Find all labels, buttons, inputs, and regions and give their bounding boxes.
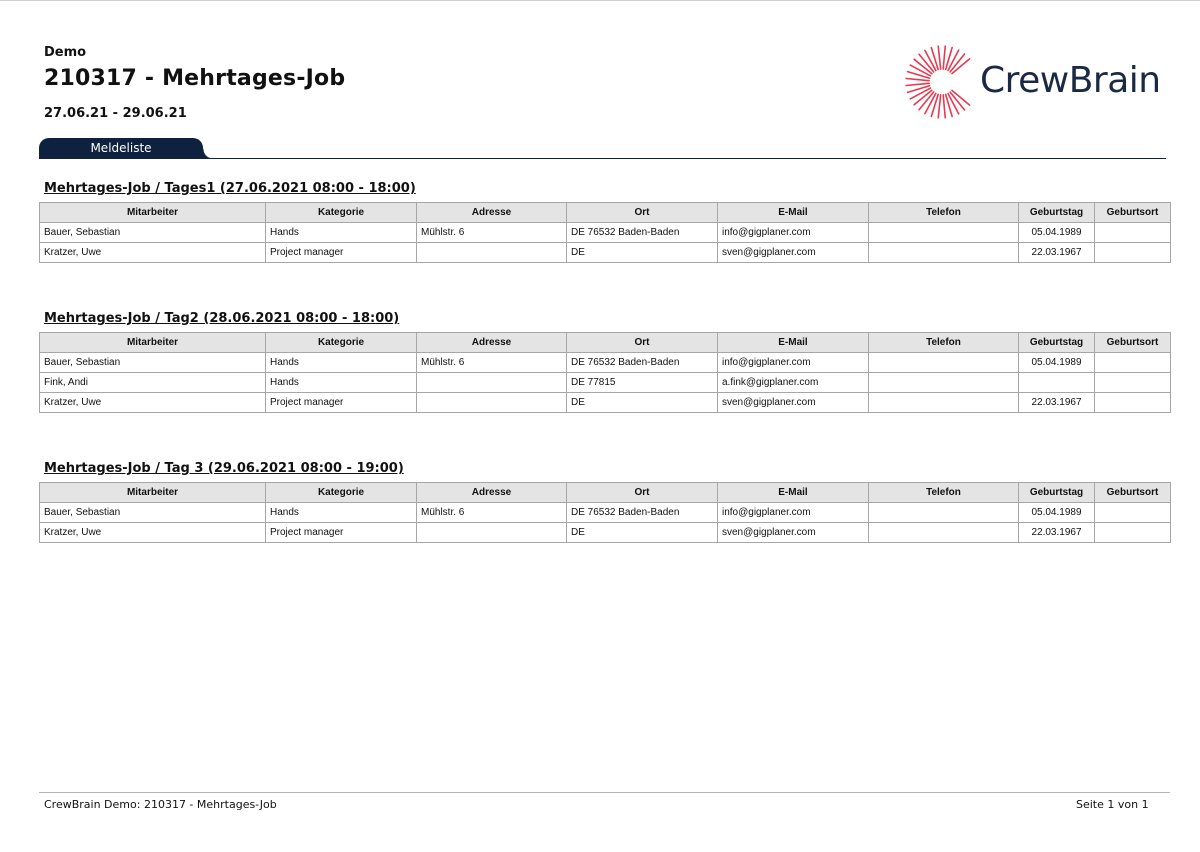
logo-ray <box>931 94 938 116</box>
date-range: 27.06.21 - 29.06.21 <box>44 106 187 121</box>
cell-birthplace <box>1095 353 1171 373</box>
table-header-row <box>40 333 1171 353</box>
cell-name: Kratzer, Uwe <box>40 523 266 543</box>
cell-name: Kratzer, Uwe <box>40 393 266 413</box>
staff-table <box>39 202 1171 263</box>
cell-email: sven@gigplaner.com <box>718 523 869 543</box>
logo-ray <box>943 46 945 69</box>
col-header: Adresse <box>417 333 567 353</box>
cell-category: Hands <box>266 353 417 373</box>
col-header: E-Mail <box>718 333 869 353</box>
table-row <box>40 223 1171 243</box>
cell-city: DE <box>567 523 718 543</box>
logo-ray <box>946 94 952 116</box>
logo-ray <box>943 95 945 118</box>
cell-name: Bauer, Sebastian <box>40 503 266 523</box>
cell-email: info@gigplaner.com <box>718 223 869 243</box>
cell-email: info@gigplaner.com <box>718 353 869 373</box>
page-title: 210317 - Mehrtages-Job <box>44 66 346 91</box>
cell-email: info@gigplaner.com <box>718 503 869 523</box>
cell-phone <box>869 393 1019 413</box>
logo-ray <box>906 83 929 85</box>
cell-birthplace <box>1095 393 1171 413</box>
cell-address: Mühlstr. 6 <box>417 503 567 523</box>
tab-bar <box>39 138 1166 160</box>
logo-ray <box>908 86 930 93</box>
table-row <box>40 523 1171 543</box>
cell-birthday: 22.03.1967 <box>1019 393 1095 413</box>
col-header: Geburtstag <box>1019 333 1095 353</box>
section-title: Mehrtages-Job / Tag 3 (29.06.2021 08:00 - 19:00) <box>44 461 404 476</box>
logo-ray <box>938 46 940 69</box>
footer-document-name: CrewBrain Demo: 210317 - Mehrtages-Job <box>44 798 277 811</box>
table-row <box>40 503 1171 523</box>
staff-table <box>39 332 1171 413</box>
col-header: Geburtsort <box>1095 483 1171 503</box>
cell-phone <box>869 243 1019 263</box>
footer-divider <box>39 792 1170 793</box>
col-header: Mitarbeiter <box>40 333 266 353</box>
section-day-1 <box>39 180 1170 263</box>
cell-email: sven@gigplaner.com <box>718 393 869 413</box>
logo-wordmark: CrewBrain <box>980 60 1161 101</box>
tab-underline <box>39 158 1166 159</box>
cell-birthday: 05.04.1989 <box>1019 353 1095 373</box>
tab-meldeliste[interactable]: Meldeliste <box>39 138 203 159</box>
col-header: Geburtsort <box>1095 333 1171 353</box>
table-row <box>40 353 1171 373</box>
cell-phone <box>869 523 1019 543</box>
cell-address: Mühlstr. 6 <box>417 353 567 373</box>
logo-ray <box>906 78 929 80</box>
cell-name: Bauer, Sebastian <box>40 223 266 243</box>
cell-birthplace <box>1095 243 1171 263</box>
cell-email: a.fink@gigplaner.com <box>718 373 869 393</box>
cell-birthplace <box>1095 503 1171 523</box>
col-header: E-Mail <box>718 483 869 503</box>
col-header: Geburtstag <box>1019 483 1095 503</box>
cell-category: Hands <box>266 223 417 243</box>
cell-category: Project manager <box>266 243 417 263</box>
cell-category: Hands <box>266 373 417 393</box>
cell-phone <box>869 503 1019 523</box>
col-header: Mitarbeiter <box>40 483 266 503</box>
col-header: Ort <box>567 483 718 503</box>
logo-ray <box>908 72 930 79</box>
col-header: Kategorie <box>266 483 417 503</box>
cell-city: DE 77815 <box>567 373 718 393</box>
cell-phone <box>869 373 1019 393</box>
cell-birthplace <box>1095 373 1171 393</box>
cell-address <box>417 523 567 543</box>
col-header: Telefon <box>869 483 1019 503</box>
logo-ray <box>946 47 952 69</box>
footer-page-number: Seite 1 von 1 <box>1076 798 1149 811</box>
table-header-row <box>40 483 1171 503</box>
cell-email: sven@gigplaner.com <box>718 243 869 263</box>
cell-category: Project manager <box>266 523 417 543</box>
col-header: Ort <box>567 333 718 353</box>
col-header: Geburtstag <box>1019 203 1095 223</box>
logo-ray <box>931 48 938 70</box>
cell-name: Kratzer, Uwe <box>40 243 266 263</box>
cell-category: Project manager <box>266 393 417 413</box>
crewbrain-logo <box>904 40 1166 126</box>
client-name: Demo <box>44 45 87 60</box>
section-title: Mehrtages-Job / Tages1 (27.06.2021 08:00 - 18:00) <box>44 181 416 196</box>
cell-birthplace <box>1095 223 1171 243</box>
cell-phone <box>869 353 1019 373</box>
cell-address <box>417 243 567 263</box>
cell-name: Fink, Andi <box>40 373 266 393</box>
col-header: Adresse <box>417 203 567 223</box>
table-header-row <box>40 203 1171 223</box>
cell-birthday <box>1019 373 1095 393</box>
col-header: Ort <box>567 203 718 223</box>
section-title: Mehrtages-Job / Tag2 (28.06.2021 08:00 - 18:00) <box>44 311 400 326</box>
cell-address: Mühlstr. 6 <box>417 223 567 243</box>
col-header: Telefon <box>869 333 1019 353</box>
top-border <box>0 0 1200 1</box>
cell-category: Hands <box>266 503 417 523</box>
cell-city: DE 76532 Baden-Baden <box>567 353 718 373</box>
section-day-2 <box>39 310 1170 413</box>
cell-name: Bauer, Sebastian <box>40 353 266 373</box>
cell-address <box>417 393 567 413</box>
cell-birthday: 22.03.1967 <box>1019 523 1095 543</box>
cell-city: DE 76532 Baden-Baden <box>567 223 718 243</box>
table-row <box>40 373 1171 393</box>
cell-birthplace <box>1095 523 1171 543</box>
col-header: Telefon <box>869 203 1019 223</box>
cell-city: DE <box>567 393 718 413</box>
cell-city: DE <box>567 243 718 263</box>
logo-ray <box>938 95 940 118</box>
section-day-3 <box>39 460 1170 543</box>
cell-city: DE 76532 Baden-Baden <box>567 503 718 523</box>
col-header: Mitarbeiter <box>40 203 266 223</box>
col-header: Adresse <box>417 483 567 503</box>
cell-phone <box>869 223 1019 243</box>
cell-address <box>417 373 567 393</box>
col-header: Kategorie <box>266 203 417 223</box>
table-row <box>40 393 1171 413</box>
staff-table <box>39 482 1171 543</box>
col-header: Kategorie <box>266 333 417 353</box>
sunburst-logo-icon <box>904 40 974 126</box>
cell-birthday: 05.04.1989 <box>1019 503 1095 523</box>
col-header: E-Mail <box>718 203 869 223</box>
cell-birthday: 05.04.1989 <box>1019 223 1095 243</box>
col-header: Geburtsort <box>1095 203 1171 223</box>
cell-birthday: 22.03.1967 <box>1019 243 1095 263</box>
table-row <box>40 243 1171 263</box>
